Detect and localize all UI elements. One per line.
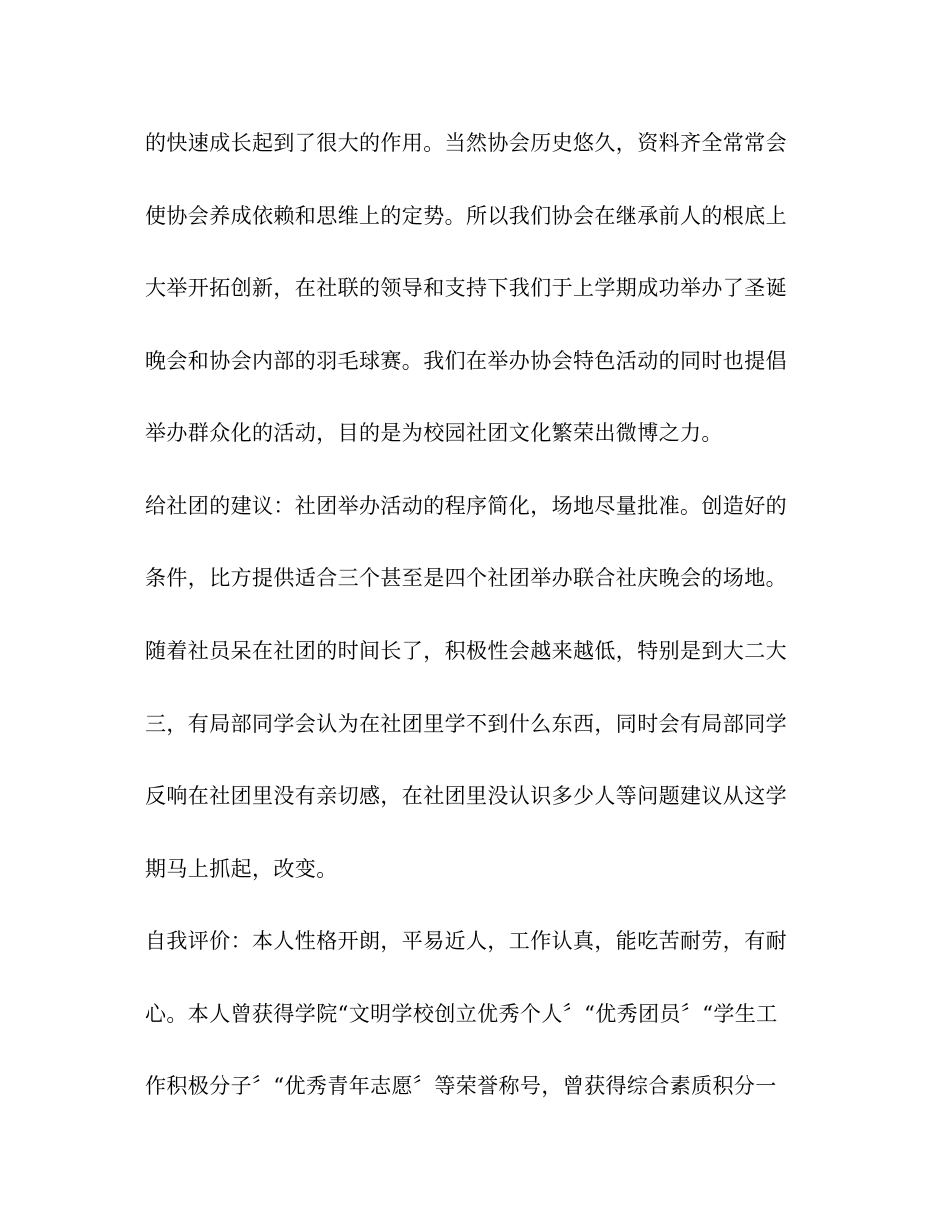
body-text-line: 反响在社团里没有亲切感，在社团里没认识多少人等问题建议从这学 [145,784,787,808]
body-text-line: 举办群众化的活动，目的是为校园社团文化繁荣出微博之力。 [145,421,723,445]
body-text-line: 给社团的建议：社团举办活动的程序简化，场地尽量批准。创造好的 [145,494,787,518]
body-text-line: 心。本人曾获得学院“文明学校创立优秀个人〞“优秀团员〞“学生工 [145,1002,778,1026]
body-text-line: 使协会养成依赖和思维上的定势。所以我们协会在继承前人的根底上 [145,204,787,228]
body-text-line: 晚会和协会内部的羽毛球赛。我们在举办协会特色活动的同时也提倡 [145,349,787,373]
body-text-line: 大举开拓创新，在社联的领导和支持下我们于上学期成功举办了圣诞 [145,276,787,300]
body-text-line: 的快速成长起到了很大的作用。当然协会历史悠久，资料齐全常常会 [145,131,787,155]
body-text-line: 三，有局部同学会认为在社团里学不到什么东西，同时会有局部同学 [145,712,787,736]
body-text-line: 随着社员呆在社团的时间长了，积极性会越来越低，特别是到大二大 [145,639,787,663]
body-text-line: 自我评价：本人性格开朗，平易近人，工作认真，能吃苦耐劳，有耐 [145,929,787,953]
body-text-line: 期马上抓起，改变。 [145,857,338,881]
body-text-line: 作积极分子〞“优秀青年志愿〞等荣誉称号，曾获得综合素质积分一 [145,1074,777,1098]
body-text-line: 条件，比方提供适合三个甚至是四个社团举办联合社庆晚会的场地。 [145,566,787,590]
